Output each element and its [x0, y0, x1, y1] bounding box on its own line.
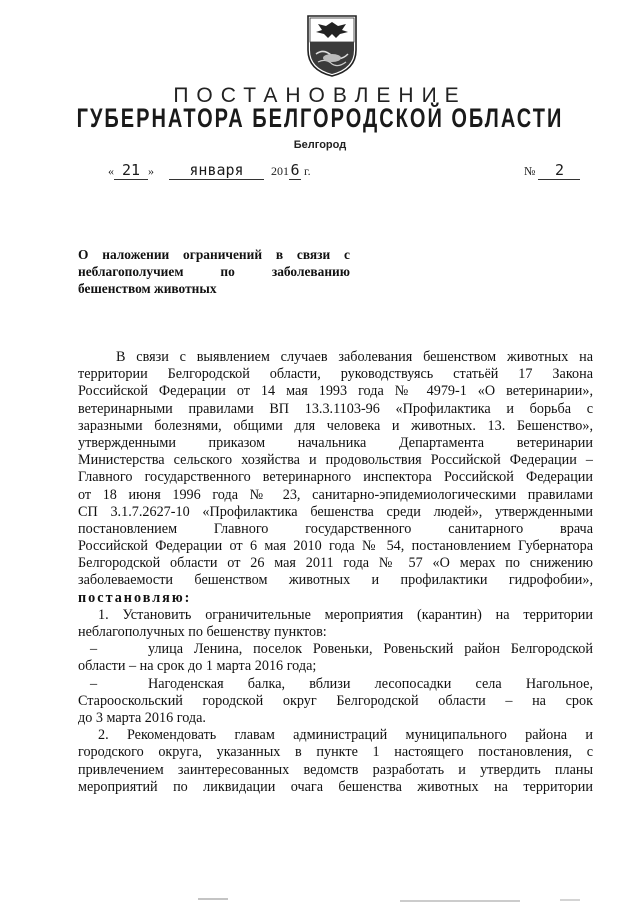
body-line: Российской Федерации от 14 мая 1993 года № 4979-1 «О ветеринарии»,: [78, 383, 593, 400]
body-line: территории Белгородской области, руководствуясь статьёй 17 Закона: [78, 366, 593, 383]
resolution-word: постановляю:: [78, 589, 192, 606]
list-dash: –: [90, 675, 98, 692]
body-line: привлечением заинтересованных ведомств разработать и утвердить планы: [78, 761, 593, 778]
document-number: 2: [538, 161, 580, 180]
subject-line: неблагополучием по заболеванию: [78, 264, 350, 279]
body-line: до 3 марта 2016 года.: [78, 709, 206, 726]
document-title: ПОСТАНОВЛЕНИЕ: [173, 84, 467, 107]
body-line: городского округа, указанных в пункте 1 настоящего постановления, с: [78, 744, 593, 761]
body-line: заразными болезнями, общими для человека и животных. 13. Бешенство»,: [78, 417, 593, 434]
subject-line: бешенством животных: [78, 281, 217, 296]
body-line: утвержденными приказом начальника Департамента ветеринарии: [78, 434, 593, 451]
body-line: Российской Федерации от 6 мая 2010 года № 54, постановлением Губернатора: [78, 538, 593, 555]
body-line: Старооскольский городской округ Белгородской области – на срок: [78, 692, 593, 709]
issuer-subtitle: ГУБЕРНАТОРА БЕЛГОРОДСКОЙ ОБЛАСТИ: [76, 103, 564, 134]
body-line: мероприятий по ликвидации очага бешенства животных на территории: [78, 778, 593, 795]
body-line: В связи с выявлением случаев заболевания бешенством животных на: [116, 349, 593, 365]
body-line: Министерства сельского хозяйства и продовольствия Российской Федерации –: [78, 452, 593, 469]
date-month: января: [169, 161, 264, 180]
body-line: Нагоденская балка, вблизи лесопосадки села Нагольное,: [148, 675, 593, 692]
date-close-quote: »: [148, 164, 154, 178]
body-line: неблагополучных по бешенству пунктов:: [78, 624, 327, 640]
list-item: [78, 676, 593, 693]
date-open-quote: «: [108, 164, 114, 178]
list-item: [78, 641, 593, 658]
body-line: постановлением Главного государственного санитарного врача: [78, 520, 593, 537]
city-name: Белгород: [293, 139, 347, 151]
body-line: СП 3.1.7.2627-10 «Профилактика бешенства среди людей», утвержденными: [78, 503, 593, 520]
date-year-suffix: 6: [290, 161, 300, 179]
number-label: №: [524, 164, 536, 178]
date-year-unit: г.: [304, 164, 311, 178]
document-body: [78, 349, 593, 796]
coat-of-arms-emblem: [302, 12, 362, 78]
page-cutoff-marks: [0, 893, 640, 905]
body-line: области – на срок до 1 марта 2016 года;: [78, 658, 317, 675]
list-dash: –: [90, 641, 98, 658]
subject-heading: [78, 246, 350, 297]
document-number-field: [524, 161, 580, 180]
body-line: заболеваемости бешенством животных и профилактики гидрофобии»,: [78, 572, 593, 589]
date-year-prefix: 201: [271, 164, 289, 178]
date-day: 21: [114, 161, 148, 180]
body-line: от 18 июня 1996 года № 23, санитарно-эпидемиологическими правилами: [78, 486, 593, 503]
body-line: улица Ленина, поселок Ровеньки, Ровеньский район Белгородской: [148, 641, 593, 658]
body-line: Главного государственного ветеринарного инспектора Российской Федерации: [78, 469, 593, 486]
body-line: ветеринарными правилами ВП 13.3.1103-96 «Профилактика и борьба с: [78, 400, 593, 417]
body-line: Белгородской области от 26 мая 2011 года № 57 «О мерах по снижению: [78, 555, 593, 572]
date-field: [108, 161, 311, 180]
body-line: 1. Установить ограничительные мероприятия (карантин) на территории: [98, 606, 593, 623]
body-line: 2. Рекомендовать главам администраций муниципального района и: [98, 727, 593, 744]
subject-line: О наложении ограничений в связи с: [78, 247, 350, 262]
